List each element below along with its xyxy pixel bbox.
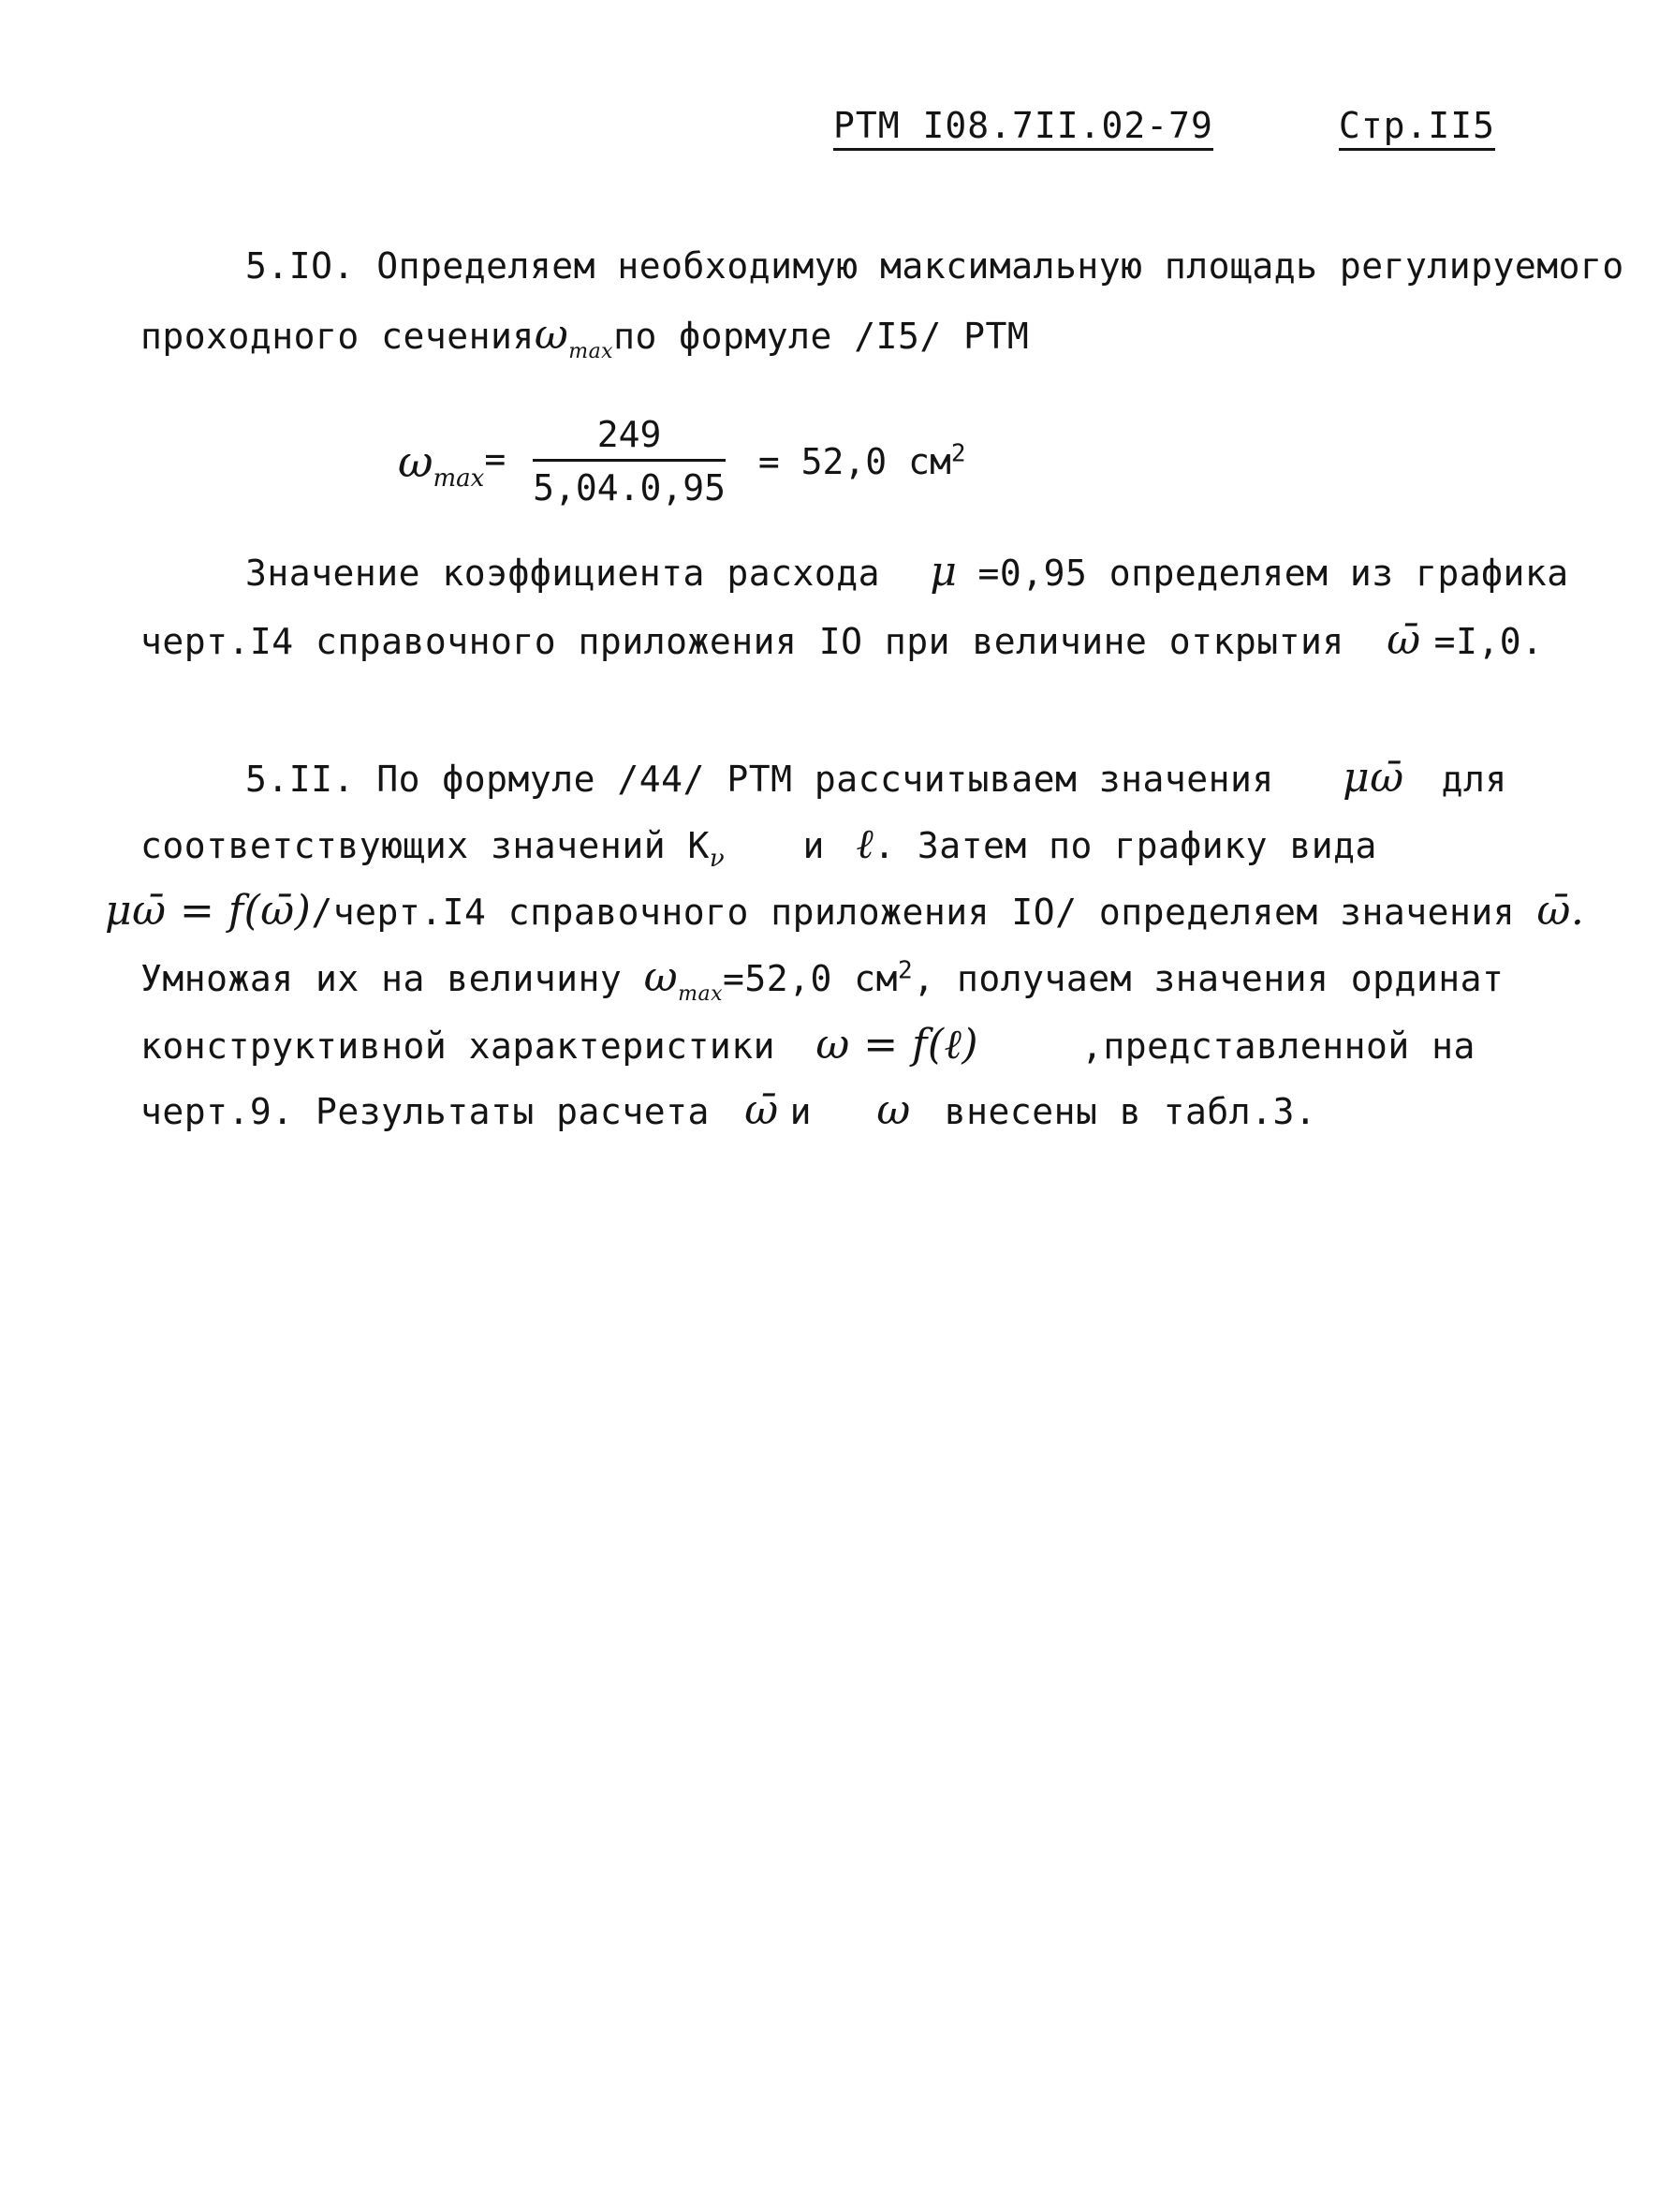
- formula-lhs: $\omega_{max}$: [398, 435, 485, 493]
- page-number: Стр.II5: [1339, 105, 1495, 151]
- formula-numerator: 249: [533, 414, 726, 462]
- section-511-line-2: соответствующих значений $К_\nu$ и ℓ. Затем по графику вида: [140, 820, 1377, 873]
- omega-max-symbol-2: $\omega_{max}$: [643, 953, 723, 1006]
- formula-denominator: 5,04.0,95: [533, 467, 727, 509]
- mu-omega-bar-symbol: μω̄: [1343, 754, 1404, 802]
- omega-symbol: ω: [876, 1086, 911, 1134]
- section-511-line-4: Умножая их на величину $\omega_{max}=52,0$ $см^2$, получаем значения ординат: [140, 953, 1505, 1006]
- omega-max-formula: [398, 414, 965, 509]
- document-code: РТМ I08.7II.02-79: [833, 105, 1213, 151]
- section-511-line-1: 5.II. По формуле /44/ РТМ рассчитываем значения μω̄ для: [245, 754, 1507, 802]
- mu-symbol: μ: [930, 548, 958, 596]
- omega-bar-symbol-3: ω̄: [744, 1086, 779, 1134]
- section-510-line-1: 5.IO. Определяем необходимую максимальную площадь регулируемого: [245, 245, 1624, 287]
- coefficient-line-2: черт.I4 справочного приложения IO при величине открытия ω̄ =I,0.: [140, 616, 1544, 664]
- coefficient-line-1: Значение коэффициента расхода μ =0,95 определяем из графика: [245, 548, 1569, 596]
- omega-max-symbol: $\omega_{max}$: [534, 311, 614, 363]
- section-510-line-2: проходного сеченияω$_{max}$по формуле /I5/ РТМ: [140, 311, 1030, 363]
- section-511-line-3: μω̄ = f(ω̄)/черт.I4 справочного приложения IO/ определяем значения ω̄.: [105, 887, 1585, 935]
- formula-fraction: [533, 414, 726, 509]
- formula-result: = 52,0 $см^2$: [757, 438, 966, 482]
- formula-eq-sign: =: [484, 438, 507, 479]
- ell-symbol: ℓ: [856, 820, 874, 868]
- section-511-line-6: черт.9. Результаты расчета ω̄ и ω внесены в табл.3.: [140, 1086, 1317, 1134]
- omega-bar-symbol-2: ω̄.: [1536, 887, 1585, 935]
- page-header: [833, 105, 1495, 151]
- mu-omega-function-formula: μω̄ = f(ω̄): [105, 887, 312, 935]
- omega-function-formula: ω = f(ℓ): [815, 1021, 979, 1069]
- omega-bar-symbol: ω̄: [1387, 616, 1421, 664]
- section-511-line-5: конструктивной характеристики ω = f(ℓ) ,представленной на: [140, 1021, 1475, 1069]
